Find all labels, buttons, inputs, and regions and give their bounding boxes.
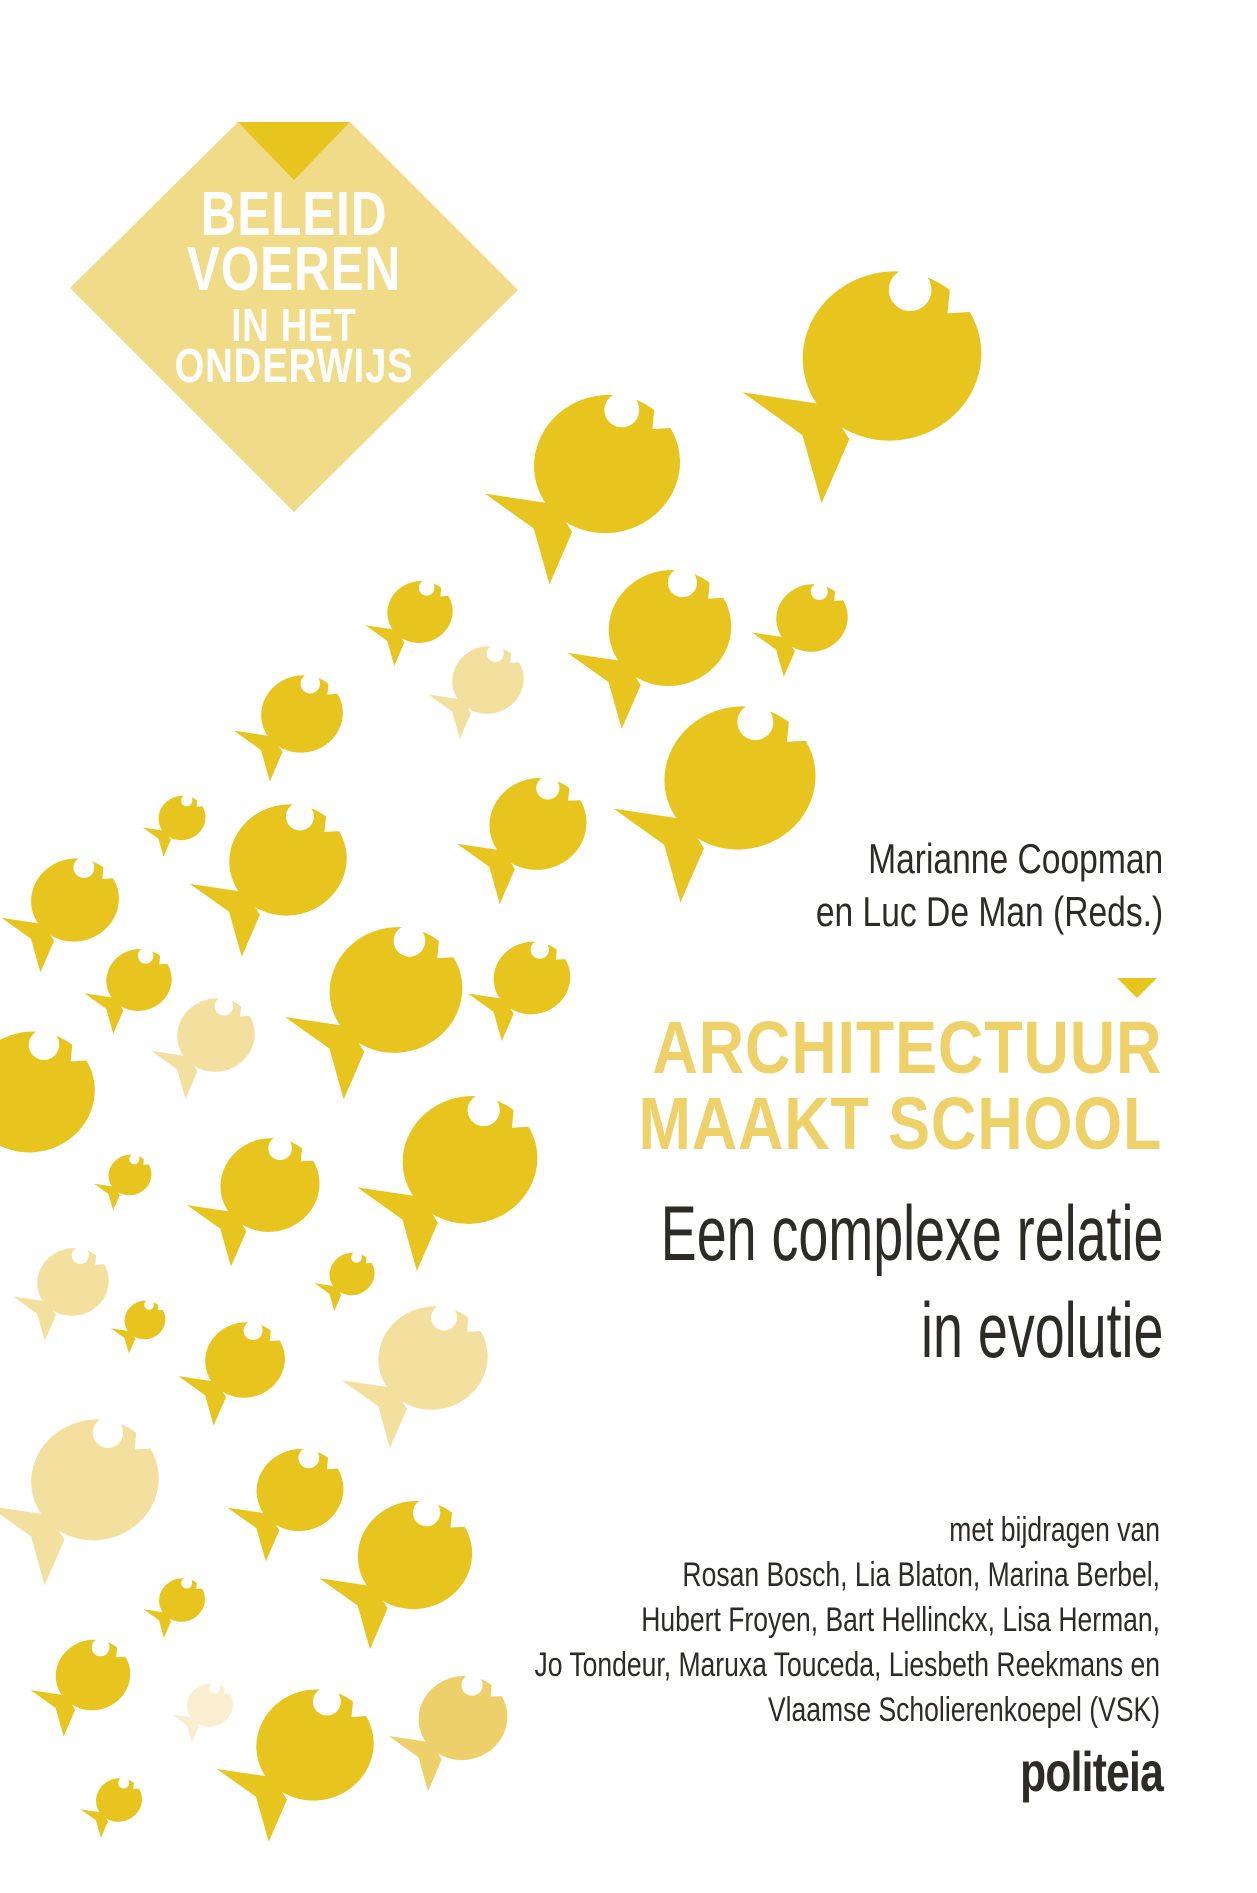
contributors-intro: met bijdragen van [949,1511,1160,1549]
fish-icon [151,989,270,1099]
author-line-2: en Luc De Man (Reds.) [815,888,1163,935]
fish-icon [389,1665,525,1791]
fish-icon [319,1487,494,1650]
fish-icon [0,1016,119,1197]
down-triangle-icon [1117,978,1157,998]
fish-icon [187,1126,338,1267]
fish-icon [468,932,585,1041]
fish-icon [428,637,537,739]
badge-line-4: ONDERWIJS [174,340,414,393]
fish-icon [84,941,184,1034]
fish-icon [743,249,1016,503]
contributors-line-4: Vlaamse Scholierenkoepel (VSK) [767,1691,1160,1729]
fish-icon [13,1239,122,1341]
fish-icon [81,1773,151,1838]
badge-line-2: VOEREN [186,235,402,304]
fish-icon [172,1678,242,1743]
book-subtitle [660,1185,1163,1379]
badge-line-3: IN HET [231,299,357,351]
contributors-line-2: Hubert Froyen, Bart Hellinckx, Lisa Herman, [641,1601,1160,1639]
fish-icon [568,555,755,729]
authors-block [816,832,1163,938]
contributors-block [534,1508,1160,1733]
fish-icon [111,1296,173,1354]
fish-icon [31,1630,145,1736]
title-line-1: ARCHITECTUUR [652,1006,1162,1089]
fish-icon [285,911,488,1100]
series-badge [70,66,518,512]
book-title [638,1006,1162,1165]
fish-icon [234,665,359,781]
fish-icon [457,766,605,904]
badge-line-1: BELEID [200,180,388,249]
title-line-2: MAAKT SCHOOL [638,1082,1162,1165]
fish-icon [485,377,708,585]
fish-icon [357,1080,563,1272]
fish-icon [342,1293,509,1448]
fish-icon [0,1404,183,1585]
subtitle-line-1: Een complexe relatie [660,1189,1163,1277]
fish-icon [178,1312,300,1425]
fish-icon [190,790,370,957]
fish-icon [217,1675,397,1842]
publisher-logo: politeia [1020,1740,1163,1803]
fish-icon [365,573,465,666]
contributors-line-1: Rosan Bosch, Lia Blaton, Marina Berbel, [682,1556,1160,1594]
fish-icon [314,1247,383,1311]
author-line-1: Marianne Coopman [867,835,1163,882]
fish-icon [144,1573,214,1638]
fish-icon [227,1438,360,1561]
subtitle-line-2: in evolutie [920,1286,1163,1374]
fish-icon [143,790,215,857]
contributors-line-3: Jo Tondeur, Maruxa Touceda, Liesbeth Reekmans en [534,1646,1160,1684]
fish-icon [614,688,845,903]
fish-icon [2,848,136,973]
fish-icon [94,1149,160,1210]
fish-icon [752,575,861,677]
